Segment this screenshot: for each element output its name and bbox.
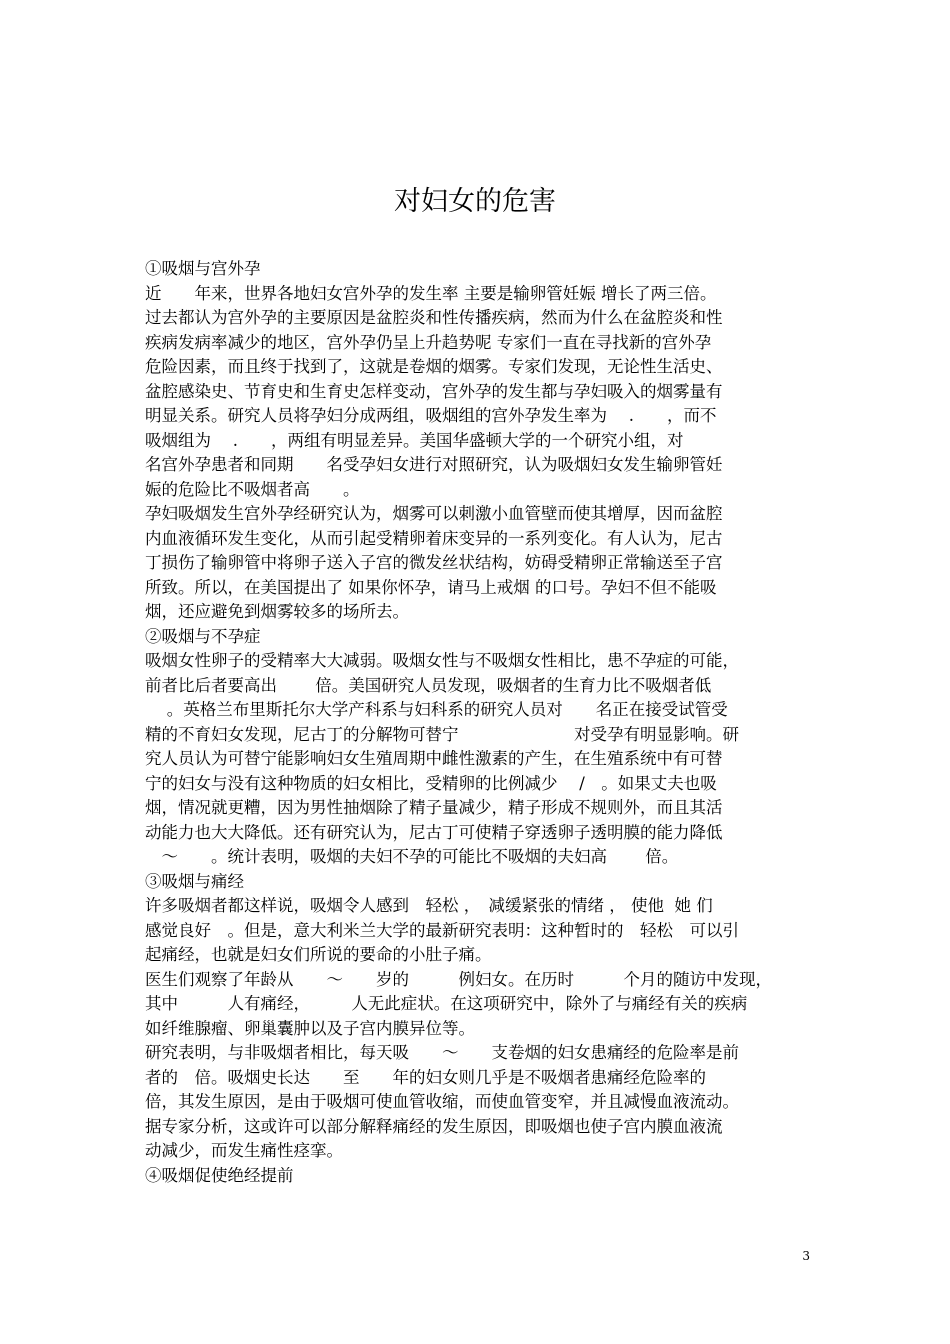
text-line: 起痛经，也就是妇女们所说的要命的小肚子痛。: [145, 945, 492, 964]
text-line: 娠的危险比不吸烟者高 。: [145, 479, 360, 499]
text-line: 吸烟组为 . ，两组有明显差异。美国华盛顿大学的一个研究小组，对: [145, 430, 684, 450]
text-line: 动能力也大大降低。还有研究认为，尼古丁可使精子穿透卵子透明膜的能力降低: [145, 822, 723, 842]
text-line: 名宫外孕患者和同期 名受孕妇女进行对照研究，认为吸烟妇女发生输卵管妊: [145, 455, 723, 474]
section-heading-early-menopause: ④吸烟促使绝经提前: [145, 1165, 294, 1185]
page-title: 对妇女的危害: [394, 186, 556, 217]
page-number: 3: [802, 1249, 810, 1263]
text-line: 动减少，而发生痛性痉挛。: [145, 1141, 343, 1160]
text-line: 感觉良好 。但是，意大利米兰大学的最新研究表明：这种暂时的 轻松 可以引: [145, 920, 739, 940]
text-line: 近 年来，世界各地妇女宫外孕的发生率 主要是输卵管妊娠 增长了两三倍。: [145, 283, 717, 303]
text-line: 前者比后者要高出 倍。美国研究人员发现，吸烟者的生育力比不吸烟者低: [145, 675, 712, 695]
text-line: 者的 倍。吸烟史长达 至 年的妇女则几乎是不吸烟者患痛经危险率的: [145, 1067, 706, 1087]
text-line: ～ 。统计表明，吸烟的夫妇不孕的可能比不吸烟的夫妇高 倍。: [145, 847, 679, 866]
text-line: 烟，情况就更糟，因为男性抽烟除了精子量减少，精子形成不规则外，而且其活: [145, 798, 723, 817]
text-line: 孕妇吸烟发生宫外孕经研究认为，烟雾可以刺激小血管壁而使其增厚，因而盆腔: [145, 504, 723, 523]
text-line: 危险因素，而且终于找到了，这就是卷烟的烟雾。专家们发现，无论性生活史、: [145, 357, 723, 376]
text-line: 。英格兰布里斯托尔大学产科系与妇科系的研究人员对 名正在接受试管受: [145, 700, 728, 719]
text-line: 烟，还应避免到烟雾较多的场所去。: [145, 602, 409, 621]
text-line: 研究表明，与非吸烟者相比，每天吸 ～ 支卷烟的妇女患痛经的危险率是前: [145, 1043, 739, 1062]
section-heading-dysmenorrhea: ③吸烟与痛经: [145, 871, 244, 891]
section-heading-infertility: ②吸烟与不孕症: [145, 626, 261, 646]
text-line: 吸烟女性卵子的受精率大大减弱。吸烟女性与不吸烟女性相比，患不孕症的可能，: [145, 651, 739, 670]
body-text: [145, 257, 815, 1188]
text-line: 过去都认为宫外孕的主要原因是盆腔炎和性传播疾病，然而为什么在盆腔炎和性: [145, 308, 723, 327]
text-line: 明显关系。研究人员将孕妇分成两组，吸烟组的宫外孕发生率为 . ，而不: [145, 406, 717, 425]
text-line: 所致。所以，在美国提出了 如果你怀孕，请马上戒烟 的口号。孕妇不但不能吸: [145, 577, 717, 597]
text-line: 疾病发病率减少的地区，宫外孕仍呈上升趋势呢 专家们一直在寻找新的宫外孕: [145, 332, 712, 352]
text-line: 如纤维腺瘤、卵巢囊肿以及子宫内膜异位等。: [145, 1018, 475, 1038]
text-line: 盆腔感染史、节育史和生育史怎样变动，宫外孕的发生都与孕妇吸入的烟雾量有: [145, 381, 723, 401]
text-line: 许多吸烟者都这样说，吸烟令人感到 轻松 ， 减缓紧张的情绪 ， 使他 她 们: [145, 896, 713, 915]
text-line: 内血液循环发生变化，从而引起受精卵着床变异的一系列变化。有人认为，尼古: [145, 528, 723, 548]
text-line: 究人员认为可替宁能影响妇女生殖周期中雌性激素的产生，在生殖系统中有可替: [145, 749, 723, 768]
text-line: 精的不育妇女发现，尼古丁的分解物可替宁 对受孕有明显影响。研: [145, 724, 739, 744]
text-line: 据专家分析，这或许可以部分解释痛经的发生原因，即吸烟也使子宫内膜血液流: [145, 1116, 723, 1136]
text-line: 丁损伤了输卵管中将卵子送入子宫的微发丝状结构，妨碍受精卵正常输送至子宫: [145, 553, 723, 572]
text-line: 宁的妇女与没有这种物质的妇女相比，受精卵的比例减少 / 。如果丈夫也吸: [145, 773, 717, 793]
text-line: 医生们观察了年龄从 ～ 岁的 例妇女。在历时 个月的随访中发现，: [145, 969, 772, 989]
text-line: 其中 人有痛经， 人无此症状。在这项研究中，除外了与痛经有关的疾病: [145, 994, 748, 1013]
section-heading-ectopic-pregnancy: ①吸烟与宫外孕: [145, 259, 261, 278]
text-line: 倍，其发生原因，是由于吸烟可使血管收缩，而使血管变窄，并且减慢血液流动。: [145, 1092, 739, 1111]
